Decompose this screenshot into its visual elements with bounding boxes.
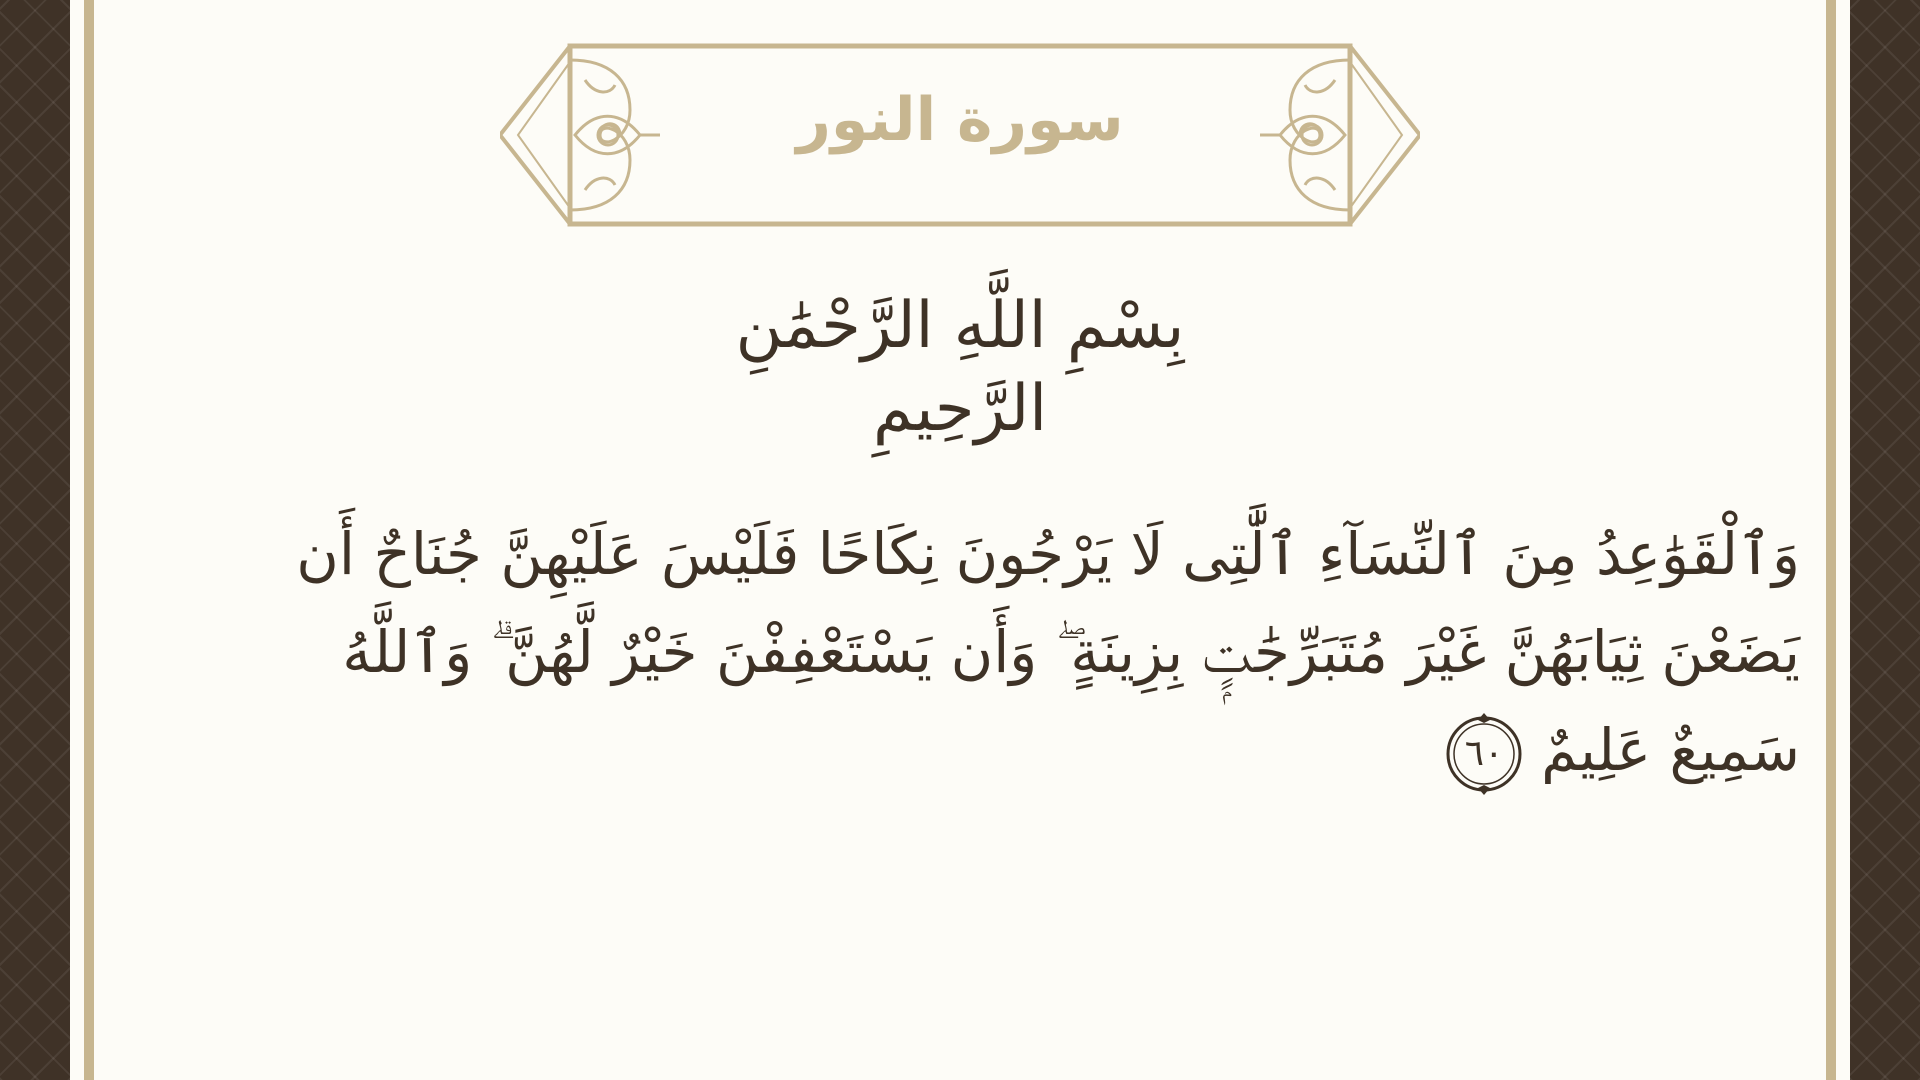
verse-line-3	[180, 701, 1800, 799]
surah-title: سورة النور	[796, 85, 1124, 155]
verse-line-2: يَضَعْنَ ثِيَابَهُنَّ غَيْرَ مُتَبَرِّجَٰتٍۭ بِزِينَةٍ ۖ وَأَن يَسْتَعْفِفْنَ خَيْرٌ لَّهُنَّ ۗ وَٱللَّهُ	[342, 618, 1800, 686]
right-ornamental-border	[1850, 0, 1920, 1080]
surah-title-frame	[500, 40, 1420, 230]
ayah-end-marker	[1441, 711, 1527, 797]
left-gold-rule	[84, 0, 94, 1080]
verse-line-1: وَٱلْقَوَٰعِدُ مِنَ ٱلنِّسَآءِ ٱلَّٰتِى لَا يَرْجُونَ نِكَاحًا فَلَيْسَ عَلَيْهِنَّ جُنَاحٌ أَن	[296, 520, 1800, 588]
ayah-number: ٦٠	[1464, 732, 1504, 774]
verse-text	[180, 505, 1800, 799]
right-gold-rule	[1826, 0, 1836, 1080]
verse-line-3-text: سَمِيعٌ عَلِيمٌ	[1541, 716, 1800, 784]
left-ornamental-border	[0, 0, 70, 1080]
basmala-calligraphy: بِسْمِ اللَّهِ الرَّحْمَٰنِ الرَّحِيمِ	[735, 289, 1185, 447]
